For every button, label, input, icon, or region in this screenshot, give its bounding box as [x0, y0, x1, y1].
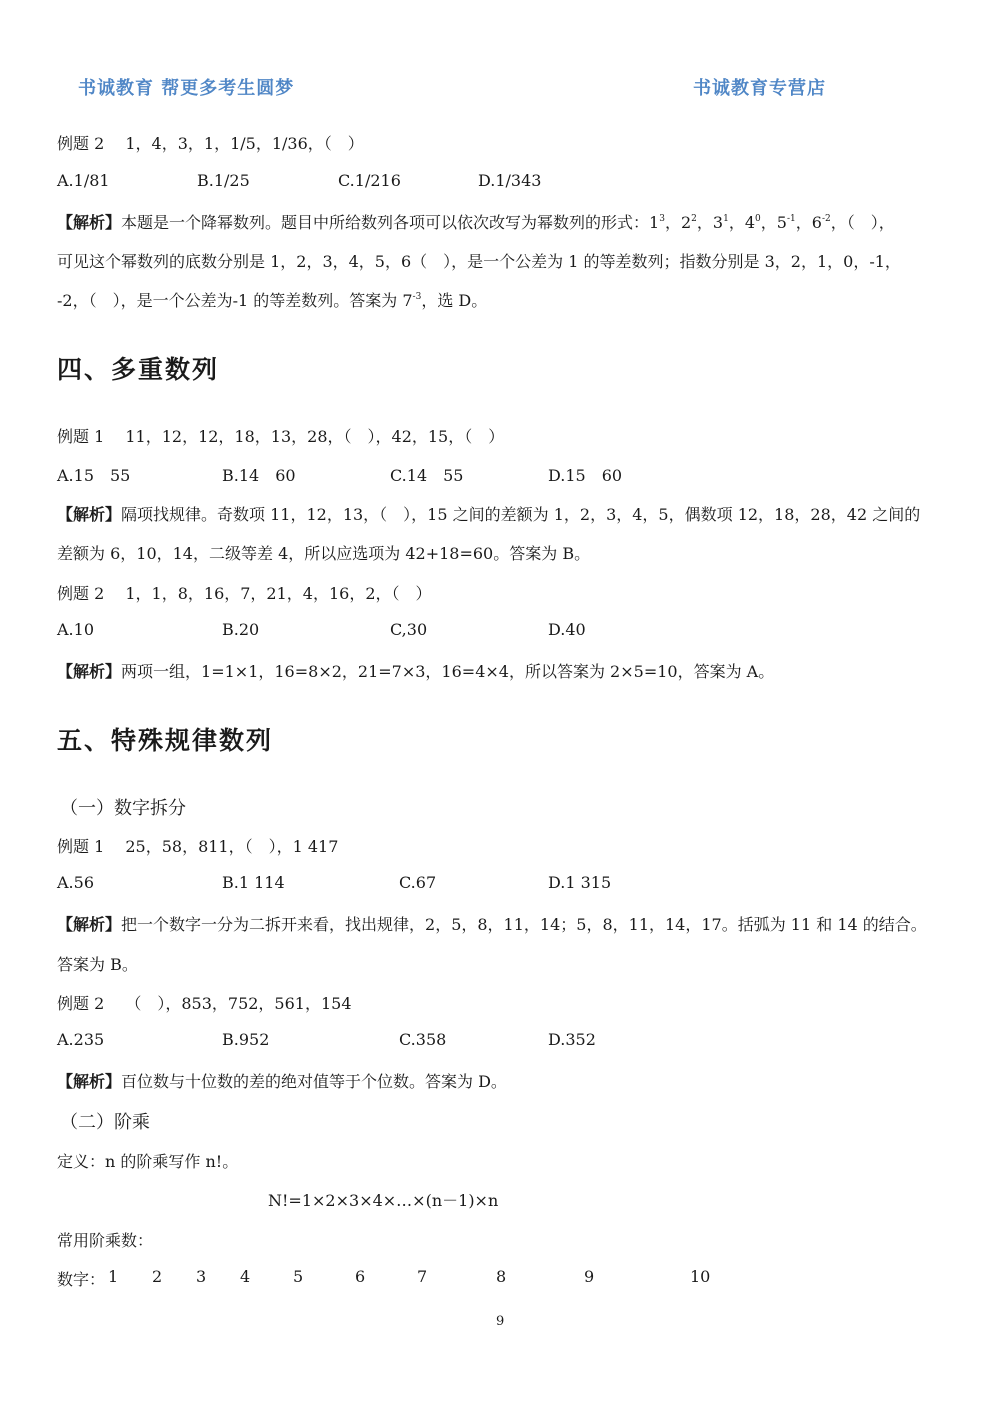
option-b: B.952 — [222, 1030, 270, 1049]
option-a: A.15 55 — [57, 466, 131, 485]
option-d: D.40 — [548, 620, 586, 639]
digit-cell: 8 — [496, 1267, 507, 1286]
analysis-paragraph: 【解析】本题是一个降幂数列。题目中所给数列各项可以依次改写为幂数列的形式：$1^3$，$2^2$，$3^1$，$4^0$，$5^{-1}$，$6^{-2}$，（ ）， — [57, 213, 895, 232]
section-title: 五、特殊规律数列 — [57, 726, 274, 755]
option-a: A.10 — [57, 620, 94, 639]
option-d: D.1/343 — [478, 171, 542, 190]
subsection-title: （一）数字拆分 — [60, 798, 186, 819]
option-c: C,30 — [390, 620, 428, 639]
example-question: 例题 1 25，58，811，（ ），1 417 — [57, 837, 339, 856]
example-question: 例题 2 1，1，8，16，7，21，4，16，2，（ ） — [57, 584, 432, 603]
option-d: D.15 60 — [548, 466, 623, 485]
common-factorials-label: 常用阶乘数： — [57, 1231, 154, 1250]
digit-cell: 2 — [152, 1267, 163, 1286]
analysis-line-2: 可见这个幂数列的底数分别是 1，2，3，4，5，6（ ），是一个公差为 1 的等差数列；指数分别是 3，2，1，0，-1， — [57, 252, 901, 271]
option-a: A.235 — [57, 1030, 105, 1049]
section-title: 四、多重数列 — [57, 355, 220, 384]
option-a: A.1/81 — [57, 171, 110, 190]
analysis-tag: 【解析】 — [57, 213, 122, 232]
analysis-paragraph: 【解析】把一个数字一分为二拆开来看，找出规律，2，5，8，11，14；5，8，11，14，17。括弧为 11 和 14 的结合。 — [57, 915, 927, 934]
factorial-formula: N!=1×2×3×4×…×(n－1)×n — [268, 1191, 499, 1210]
example-question: 例题 2 （ ），853，752，561，154 — [57, 994, 352, 1013]
option-c: C.358 — [399, 1030, 447, 1049]
analysis-paragraph: 【解析】百位数与十位数的差的绝对值等于个位数。答案为 D。 — [57, 1072, 507, 1091]
power-list: $1^3$，$2^2$，$3^1$，$4^0$，$5^{-1}$，$6^{-2}$， — [649, 213, 847, 232]
option-c: C.67 — [399, 873, 437, 892]
digit-cell: 6 — [355, 1267, 366, 1286]
analysis-line-2: 答案为 B。 — [57, 955, 138, 974]
header-slogan: 书诚教育 帮更多考生圆梦 — [78, 78, 295, 99]
option-b: B.14 60 — [222, 466, 296, 485]
option-a: A.56 — [57, 873, 94, 892]
analysis-paragraph: 【解析】隔项找规律。奇数项 11，12，13，（ ），15 之间的差额为 1，2，3，4，5，偶数项 12，18，28，42 之间的 — [57, 505, 921, 524]
digit-cell: 4 — [240, 1267, 251, 1286]
analysis-line-2: 差额为 6，10，14，二级等差 4，所以应选项为 42+18=60。答案为 B。 — [57, 544, 591, 563]
digit-cell: 10 — [690, 1267, 711, 1286]
option-b: B.1/25 — [197, 171, 250, 190]
header-store-name: 书诚教育专营店 — [693, 78, 826, 99]
option-c: C.14 55 — [390, 466, 464, 485]
digit-cell: 5 — [293, 1267, 304, 1286]
option-c: C.1/216 — [338, 171, 401, 190]
example-question: 例题 1 11，12，12，18，13，28，（ ），42，15，（ ） — [57, 427, 505, 446]
digit-cell: 9 — [584, 1267, 595, 1286]
digit-cell: 7 — [417, 1267, 428, 1286]
option-d: D.1 315 — [548, 873, 612, 892]
definition-text: 定义：n 的阶乘写作 n!。 — [57, 1152, 239, 1171]
analysis-line-3: -2，（ ），是一个公差为-1 的等差数列。答案为 $7^{-3}$，选 D。 — [57, 291, 488, 310]
option-b: B.1 114 — [222, 873, 285, 892]
digit-cell: 1 — [108, 1267, 119, 1286]
digits-label: 数字： — [57, 1270, 106, 1289]
page-number: 9 — [496, 1314, 505, 1329]
digit-cell: 3 — [196, 1267, 207, 1286]
analysis-paragraph: 【解析】两项一组，1=1×1，16=8×2，21=7×3，16=4×4，所以答案为 2×5=10，答案为 A。 — [57, 662, 775, 681]
option-b: B.20 — [222, 620, 260, 639]
subsection-title: （二）阶乘 — [60, 1112, 150, 1133]
option-d: D.352 — [548, 1030, 596, 1049]
example-question: 例题 2 1，4，3，1，1/5，1/36，（ ） — [57, 134, 364, 153]
